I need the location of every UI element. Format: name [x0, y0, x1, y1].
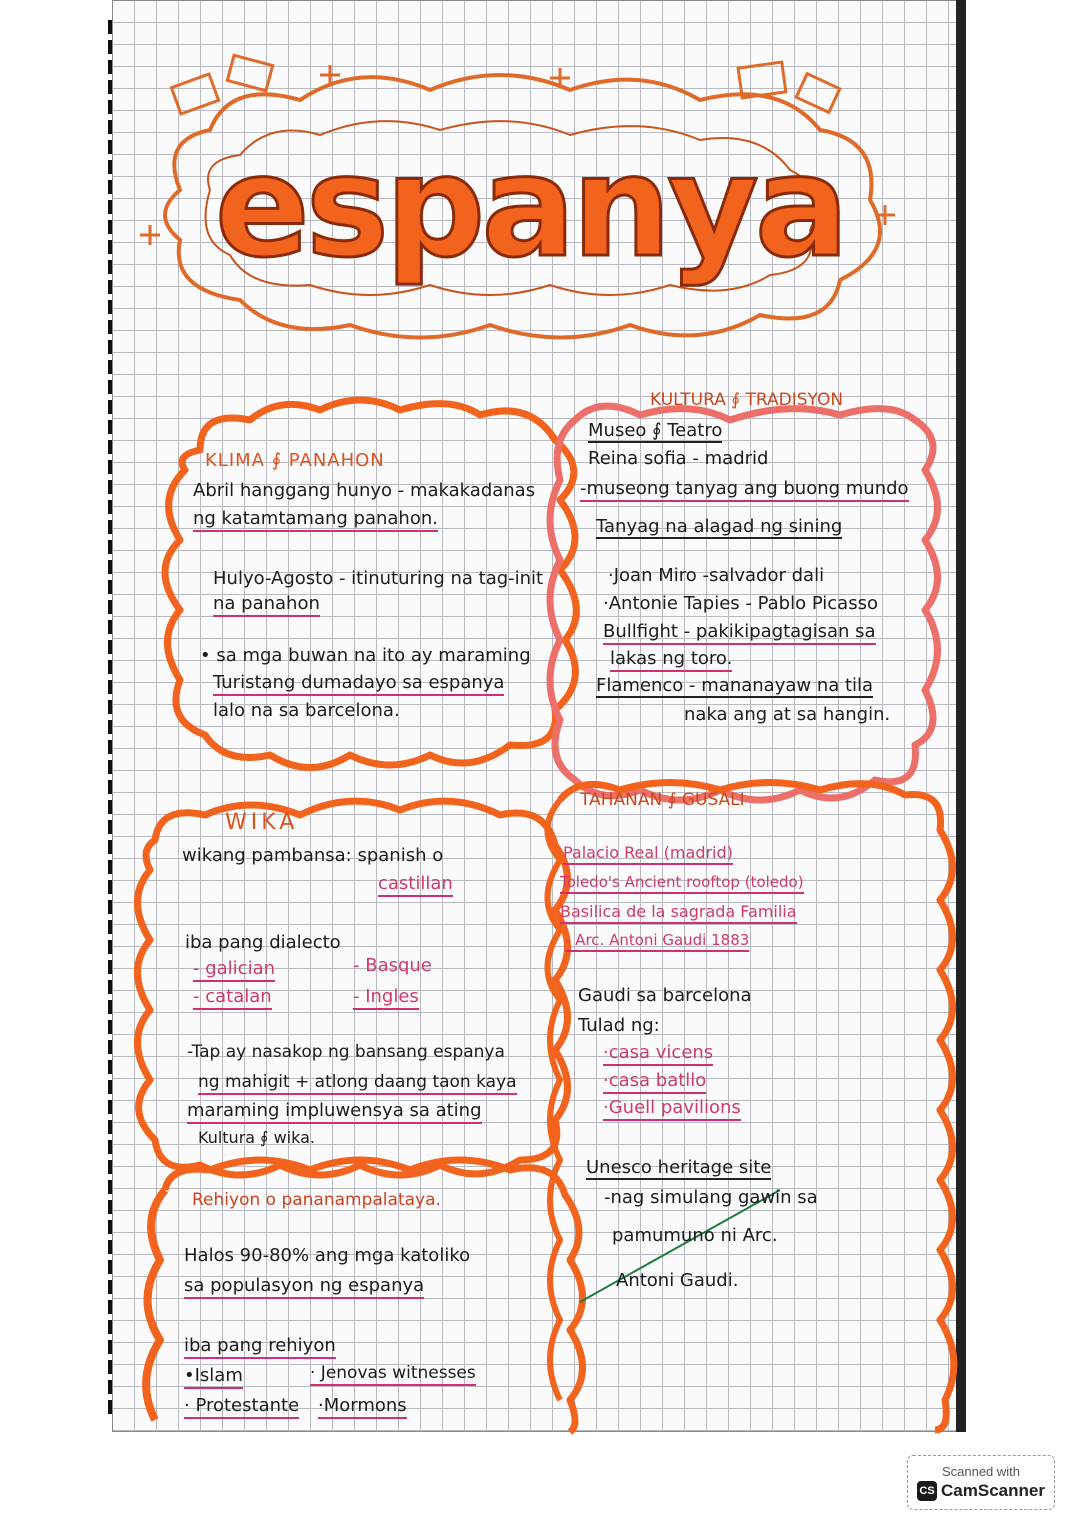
- wika-line: maraming impluwensya sa ating: [187, 1100, 482, 1124]
- klima-line: • sa mga buwan na ito ay maraming: [200, 645, 531, 666]
- wika-line: ng mahigit + atlong daang taon kaya: [198, 1072, 517, 1095]
- scanner-brand-name: CamScanner: [941, 1481, 1045, 1500]
- klima-heading: KLIMA ∮ PANAHON: [205, 450, 385, 471]
- wika-line: wikang pambansa: spanish o: [182, 845, 444, 866]
- wika-heading: WIKA: [225, 810, 299, 835]
- relihiyon-line: Halos 90-80% ang mga katoliko: [184, 1245, 471, 1266]
- klima-line: Hulyo-Agosto - itinuturing na tag-init: [213, 568, 544, 589]
- klima-line: Abril hanggang hunyo - makakadanas: [193, 480, 536, 501]
- relihiyon-heading: Rehiyon o pananampalataya.: [192, 1190, 441, 1210]
- tahanan-line: - Arc. Antoni Gaudi 1883: [565, 931, 749, 952]
- kultura-line: lakas ng toro.: [610, 648, 732, 672]
- wika-line: -Tap ay nasakop ng bansang espanya: [187, 1042, 505, 1062]
- tahanan-line: ·casa vicens: [603, 1042, 713, 1066]
- wika-line: iba pang dialecto: [185, 932, 341, 953]
- tahanan-line: -nag simulang gawin sa: [604, 1187, 818, 1208]
- wika-line: Kultura ∮ wika.: [198, 1128, 315, 1147]
- kultura-line: Tanyag na alagad ng sining: [596, 516, 843, 537]
- tahanan-line: ·casa batllo: [603, 1070, 706, 1094]
- relihiyon-line: •Islam: [184, 1365, 243, 1389]
- wika-line: - galician: [193, 958, 275, 982]
- tahanan-line: ·Guell pavilions: [603, 1097, 741, 1121]
- kultura-line: Flamenco - mananayaw na tila: [596, 675, 874, 696]
- tahanan-line: Antoni Gaudi.: [616, 1270, 739, 1291]
- kultura-heading: KULTURA ∮ TRADISYON: [650, 390, 844, 410]
- tahanan-line: Toledo's Ancient rooftop (toledo): [560, 873, 804, 894]
- wika-line: castillan: [378, 873, 453, 897]
- kultura-line: Reina sofia - madrid: [588, 448, 769, 469]
- relihiyon-line: · Protestante: [184, 1395, 299, 1419]
- camscanner-logo-icon: CS: [917, 1481, 937, 1501]
- scanner-caption: Scanned with: [941, 1464, 1021, 1479]
- tahanan-line: Unesco heritage site: [586, 1157, 772, 1178]
- kultura-line: Museo ∮ Teatro: [588, 420, 723, 441]
- tahanan-line: Basilica de la sagrada Familia: [560, 902, 797, 924]
- relihiyon-line: iba pang rehiyon: [184, 1335, 336, 1359]
- klima-line: lalo na sa barcelona.: [213, 700, 400, 721]
- relihiyon-line: ·Mormons: [318, 1395, 407, 1419]
- tahanan-line: pamumuno ni Arc.: [612, 1225, 778, 1246]
- kultura-line: ·Antonie Tapies - Pablo Picasso: [603, 593, 878, 614]
- title-bubble-art: [140, 40, 920, 360]
- title-text: espanya: [214, 126, 846, 289]
- kultura-line: naka ang at sa hangin.: [684, 704, 891, 725]
- klima-line: Turistang dumadayo sa espanya: [213, 672, 504, 696]
- kultura-line: -museong tanyag ang buong mundo: [580, 478, 909, 502]
- kultura-line: ·Joan Miro -salvador dali: [608, 565, 825, 586]
- camscanner-badge: [907, 1455, 1055, 1510]
- relihiyon-line: sa populasyon ng espanya: [184, 1275, 424, 1299]
- wika-line: - catalan: [193, 986, 272, 1010]
- klima-line: na panahon: [213, 593, 320, 617]
- wika-line: - Ingles: [353, 986, 419, 1010]
- tahanan-line: Palacio Real (madrid): [563, 843, 733, 865]
- tahanan-line: Gaudi sa barcelona: [578, 985, 752, 1006]
- tahanan-heading: TAHANAN ∮ GUSALI: [580, 790, 745, 810]
- tahanan-line: Tulad ng:: [578, 1015, 660, 1036]
- klima-line: ng katamtamang panahon.: [193, 508, 438, 532]
- relihiyon-line: · Jenovas witnesses: [310, 1363, 476, 1386]
- kultura-line: Bullfight - pakikipagtagisan sa: [603, 621, 876, 645]
- scanner-brand: [917, 1481, 1045, 1501]
- wika-line: - Basque: [353, 955, 432, 976]
